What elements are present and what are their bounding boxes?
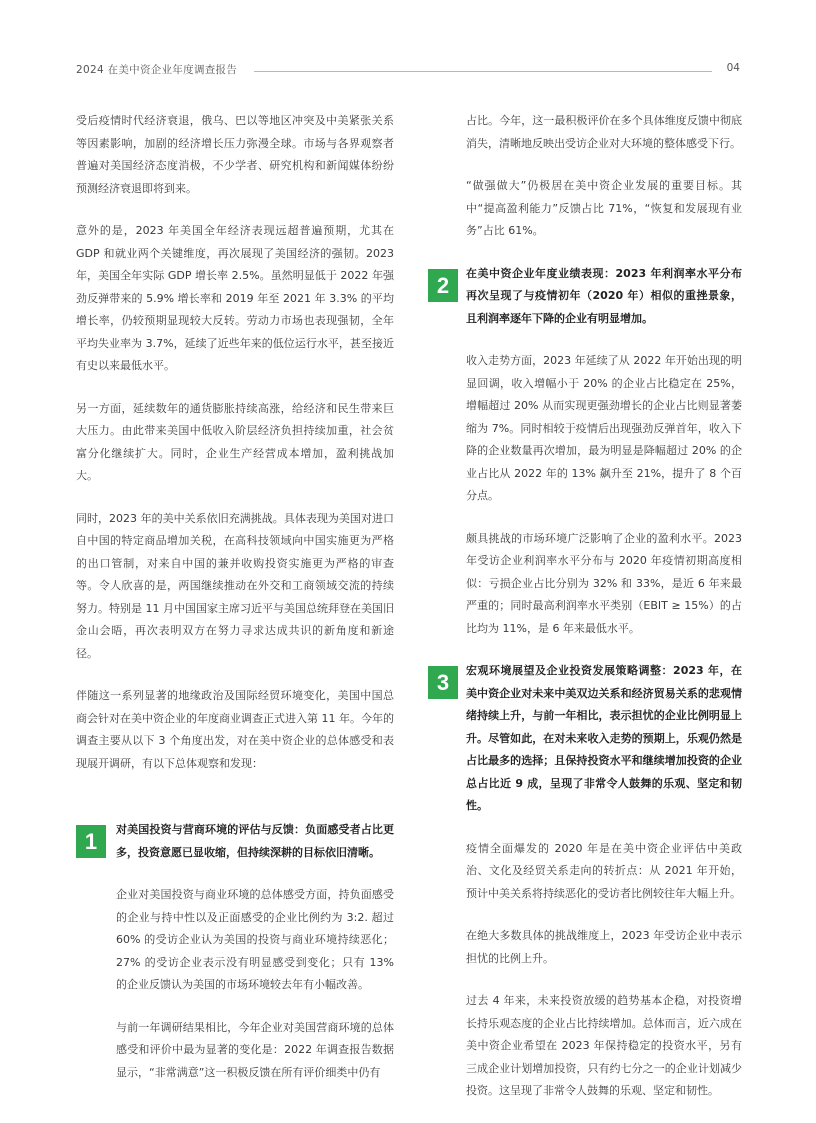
left-column: [76, 110, 394, 1104]
paragraph: 过去 4 年来，未来投资放缓的趋势基本企稳，对投资增长持乐观态度的企业占比持续增加。总体而言，近六成在美中资企业希望在 2023 年保持稳定的投资水平，另有三成企业计划增加投资，只有约七分之一的企业计划减少投资。这呈现了非常令人鼓舞的乐观、坚定和韧性。: [466, 994, 742, 1097]
report-title: 2024 在美中资企业年度调查报告: [76, 64, 238, 76]
paragraph: 意外的是，2023 年美国全年经济表现远超普遍预期，尤其在 GDP 和就业两个关键维度，再次展现了美国经济的强韧。2023 年，美国全年实际 GDP 增长率 2.5%。虽然明显低于 2022 年强劲反弹带来的 5.9% 增长率和 2019 年至 2021 年 3.3% 的平均增长率，仍较预期显现较大反转。劳动力市场也表现强韧，全年平均失业率为 3.7%，延续了近些年来的低位运行水平，甚至接近有史以来最低水平。: [76, 224, 394, 372]
paragraph: 疫情全面爆发的 2020 年是在美中资企业评估中美政治、文化及经贸关系走向的转折点：从 2021 年开始，预计中美关系将持续恶化的受访者比例较往年大幅上升。: [466, 841, 742, 900]
paragraph: 同时，2023 年的美中关系依旧充满挑战。具体表现为美国对进口自中国的特定商品增加关税，在高科技领域向中国实施更为严格的出口管制，对来自中国的兼并收购投资实施更为严格的审查等。令人欣喜的是，两国继续推动在外交和工商领域交流的持续努力。特别是 11 月中国国家主席习近平与美国总统拜登在美国旧金山会晤，再次表明双方在努力寻求达成共识的新角度和新途径。: [76, 511, 394, 660]
finding-3: [436, 660, 742, 818]
paragraph: 颇具挑战的市场环境广泛影响了企业的盈利水平。2023 年受访企业利润率水平分布与 2020 年疫情初期高度相似：亏损企业占比分别为 32% 和 33%，是近 6 年来最严重的；同时最高利润率水平类别（EBIT ≥ 15%）的占比均为 11%，是 6 年来最低水平。: [466, 531, 742, 635]
right-column: [436, 110, 742, 1123]
number-badge: 1: [76, 825, 106, 858]
header-divider: [254, 71, 712, 72]
finding-heading: 宏观环境展望及企业投资发展策略调整：2023 年，在美中资企业对未来中美双边关系和经济贸易关系的悲观情绪持续上升，与前一年相比，表示担忧的企业比例明显上升。尽管如此，在对未来收入走势的预期上，乐观仍然是占比最多的选择；且保持投资水平和继续增加投资的企业总占比近 9 成，呈现了非常令人鼓舞的乐观、坚定和韧性。: [466, 664, 742, 812]
finding-heading: 对美国投资与营商环境的评估与反馈：负面感受者占比更多，投资意愿已显收缩，但持续深耕的目标依旧清晰。: [116, 823, 394, 859]
page-number: 04: [726, 62, 740, 74]
paragraph: 另一方面，延续数年的通货膨胀持续高涨，给经济和民生带来巨大压力。由此带来美国中低收入阶层经济负担持续加重，社会贫富分化继续扩大。同时，企业生产经营成本增加，盈利挑战加大。: [76, 401, 394, 482]
page-header: [76, 60, 740, 80]
paragraph: 与前一年调研结果相比，今年企业对美国营商环境的总体感受和评价中最为显著的变化是：2022 年调查报告数据显示，“非常满意”这一积极反馈在所有评价细类中仍有: [116, 1020, 394, 1079]
finding-2: [436, 263, 742, 331]
paragraph: “做强做大”仍极居在美中资企业发展的重要目标。其中“提高盈利能力”反馈占比 71%，“恢复和发展现有业务”占比 61%。: [466, 179, 742, 237]
finding-1: [76, 819, 394, 864]
number-badge: 3: [428, 666, 458, 699]
paragraph: 占比。今年，这一最积极评价在多个具体维度反馈中彻底消失，清晰地反映出受访企业对大环境的整体感受下行。: [466, 114, 742, 150]
paragraph: 企业对美国投资与商业环境的总体感受方面，持负面感受的企业与持中性以及正面感受的企业比例约为 3:2. 超过 60% 的受访企业认为美国的投资与商业环境持续恶化；27% 的受访企业表示没有明显感受到变化；只有 13% 的企业反馈认为美国的市场环境较去年有小幅改善。: [116, 888, 394, 991]
paragraph: 伴随这一系列显著的地缘政治及国际经贸环境变化，美国中国总商会针对在美中资企业的年度商业调查正式进入第 11 年。今年的调查主要从以下 3 个角度出发，对在美中资企业的总体感受和表现展开调研，有以下总体观察和发现：: [76, 689, 394, 770]
paragraph: 收入走势方面，2023 年延续了从 2022 年开始出现的明显回调，收入增幅小于 20% 的企业占比稳定在 25%，增幅超过 20% 从而实现更强劲增长的企业占比则显著萎缩为 7%。同时相较于疫情后出现强劲反弹首年，收入下降的企业数量再次增加，最为明显是降幅超过 20% 的企业占比从 2022 年的 13% 飙升至 21%，提升了 8 个百分点。: [466, 354, 742, 502]
paragraph: 受后疫情时代经济衰退，俄乌、巴以等地区冲突及中美紧张关系等因素影响，加剧的经济增长压力弥漫全球。市场与各界观察者普遍对美国经济态度消极，不少学者、研究机构和新闻媒体纷纷预测经济衰退即将到来。: [76, 114, 394, 195]
paragraph: 在绝大多数具体的挑战维度上，2023 年受访企业中表示担忧的比例上升。: [466, 929, 742, 965]
number-badge: 2: [428, 269, 458, 302]
finding-heading: 在美中资企业年度业绩表现：2023 年利润率水平分布再次呈现了与疫情初年（2020 年）相似的重挫景象，且利润率逐年下降的企业有明显增加。: [466, 266, 742, 325]
